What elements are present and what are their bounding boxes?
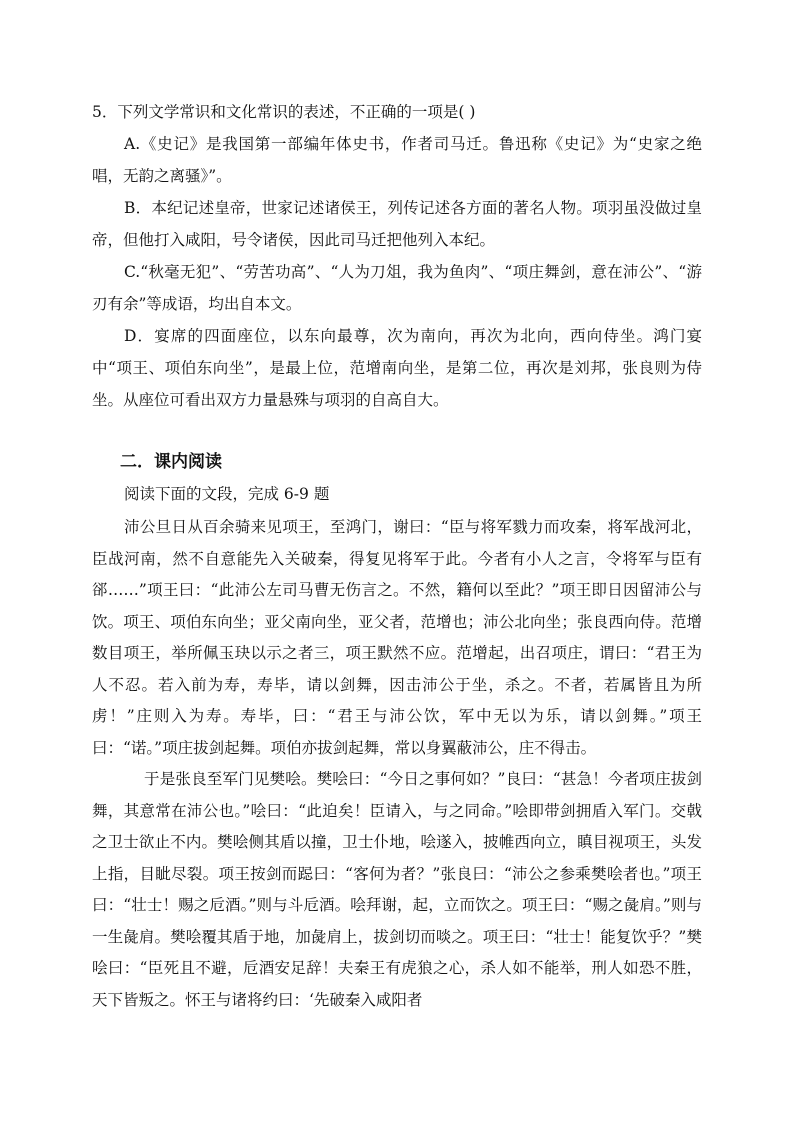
- question-5-option-d: D．宴席的四面座位，以东向最尊，次为南向，再次为北向，西向侍坐。鸿门宴中“项王、项伯东向坐”，是最上位，范增南向坐，是第二位，再次是刘邦，张良则为侍坐。从座位可看出双方力量悬殊与项羽的自高自大。: [92, 327, 702, 409]
- passage-paragraph-2: 于是张良至军门见樊哙。樊哙曰：“今日之事何如？”良曰：“甚急！今者项庄拔剑舞，其意常在沛公也。”哙曰：“此迫矣！臣请入，与之同命。”哙即带剑拥盾入军门。交戟之卫士欲止不内。樊哙侧其盾以撞，卫士仆地，哙遂入，披帷西向立，瞋目视项王，头发上指，目眦尽裂。项王按剑而跽曰：“客何为者？”张良曰：“沛公之参乘樊哙者也。”项王曰：“壮士！赐之卮酒。”则与斗卮酒。哙拜谢，起，立而饮之。项王曰：“赐之彘肩。”则与一生彘肩。樊哙覆其盾于地，加彘肩上，拔剑切而啖之。项王曰：“壮士！能复饮乎？”樊哙曰：“臣死且不避，卮酒安足辞！夫秦王有虎狼之心，杀人如不能举，刑人如恐不胜，天下皆叛之。怀王与诸将约曰：‘先破秦入咸阳者: [92, 770, 702, 1009]
- reading-instruction: 阅读下面的文段，完成 6-9 题: [124, 485, 330, 503]
- question-5-option-b: B．本纪记述皇帝，世家记述诸侯王，列传记述各方面的著名人物。项羽虽没做过皇帝，但他打入咸阳，号令诸侯，因此司马迁把他列入本纪。: [92, 199, 702, 249]
- question-5-option-c: C.“秋毫无犯”、“劳苦功高”、“人为刀俎，我为鱼肉”、“项庄舞剑，意在沛公”、“游刃有余”等成语，均出自本文。: [92, 263, 702, 313]
- question-5-stem: 5．下列文学常识和文化常识的表述，不正确的一项是( ): [92, 103, 476, 121]
- section-2-title: 二．课内阅读: [120, 452, 222, 472]
- passage-paragraph-1: 沛公旦日从百余骑来见项王，至鸿门，谢曰：“臣与将军戮力而攻秦，将军战河北，臣战河南，然不自意能先入关破秦，得复见将军于此。今者有小人之言，令将军与臣有郤……”项王曰：“此沛公左司马曹无伤言之。不然，籍何以至此？”项王即日因留沛公与饮。项王、项伯东向坐；亚父南向坐，亚父者，范增也；沛公北向坐；张良西向侍。范增数目项王，举所佩玉玦以示之者三，项王默然不应。范增起，出召项庄，谓曰：“君王为人不忍。若入前为寿，寿毕，请以剑舞，因击沛公于坐，杀之。不者，若属皆且为所虏！”庄则入为寿。寿毕，曰：“君王与沛公饮，军中无以为乐，请以剑舞。”项王曰：“诺。”项庄拔剑起舞。项伯亦拔剑起舞，常以身翼蔽沛公，庄不得击。: [92, 518, 702, 757]
- question-5-option-a: A.《史记》是我国第一部编年体史书，作者司马迁。鲁迅称《史记》为“史家之绝唱，无韵之离骚》”。: [92, 135, 702, 185]
